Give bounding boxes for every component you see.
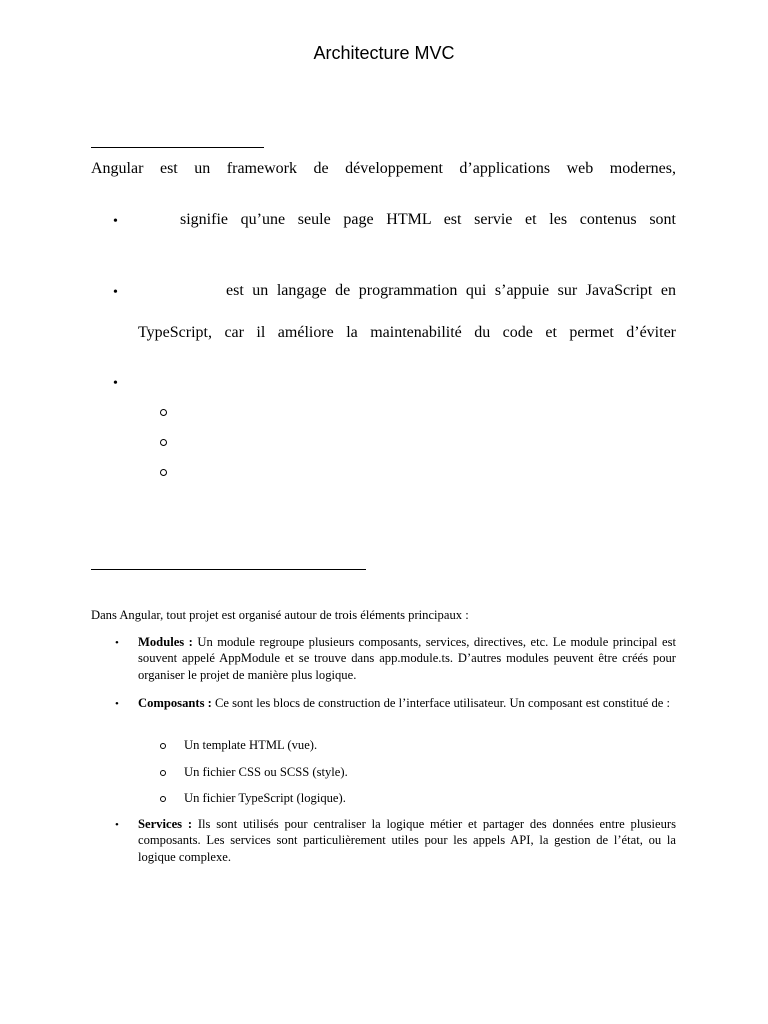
composants-text: Ce sont les blocs de construction de l’interface utilisateur. Un composant est constitué de :: [214, 696, 670, 710]
composants-sub-3: Un fichier TypeScript (logique).: [184, 791, 346, 805]
services-item: [138, 816, 676, 865]
services-text: Ils sont utilisés pour centraliser la logique métier et partager des données entre plusieurs composants. Les services sont particulièrement utiles pour les appels API, la gestion de l’état, ou la logique complexe.: [138, 817, 676, 864]
services-bullet-marker: •: [115, 819, 119, 831]
bullet-2-marker: •: [113, 285, 118, 300]
bullet-1-marker: •: [113, 214, 118, 229]
composants-sub-3-marker: [160, 796, 166, 802]
modules-label: Modules :: [138, 635, 193, 649]
sub-bullet-1-marker: [160, 409, 167, 416]
bullet-1-text: signifie qu’une seule page HTML est servie et les contenus sont: [180, 211, 676, 228]
architecture-intro: Dans Angular, tout projet est organisé autour de trois éléments principaux :: [91, 608, 469, 622]
services-label: Services :: [138, 817, 193, 831]
bullet-3-marker: •: [113, 376, 118, 391]
composants-label: Composants :: [138, 696, 212, 710]
page-title: Architecture MVC: [313, 43, 455, 63]
composants-bullet-marker: •: [115, 698, 119, 710]
composants-item: [138, 695, 676, 711]
bullet-2-continuation: TypeScript, car il améliore la maintenabilité du code et permet d’éviter: [138, 324, 676, 341]
bullet-2-text: est un langage de programmation qui s’appuie sur JavaScript en: [226, 282, 676, 299]
sub-bullet-3-marker: [160, 469, 167, 476]
composants-sub-1: Un template HTML (vue).: [184, 738, 318, 752]
section-rule-bottom: [91, 569, 366, 570]
modules-item: [138, 634, 676, 683]
sub-bullet-2-marker: [160, 439, 167, 446]
modules-bullet-marker: •: [115, 637, 119, 649]
composants-sub-2: Un fichier CSS ou SCSS (style).: [184, 765, 348, 779]
intro-paragraph: Angular est un framework de développement d’applications web modernes,: [91, 160, 676, 177]
composants-sub-1-marker: [160, 743, 166, 749]
composants-sub-2-marker: [160, 770, 166, 776]
section-rule-top: [91, 147, 264, 148]
modules-text: Un module regroupe plusieurs composants, services, directives, etc. Le module principal est souvent appelé AppModule et se trouve dans app.module.ts. D’autres modules peuvent être créés pour organiser le projet de manière plus logique.: [138, 635, 677, 682]
